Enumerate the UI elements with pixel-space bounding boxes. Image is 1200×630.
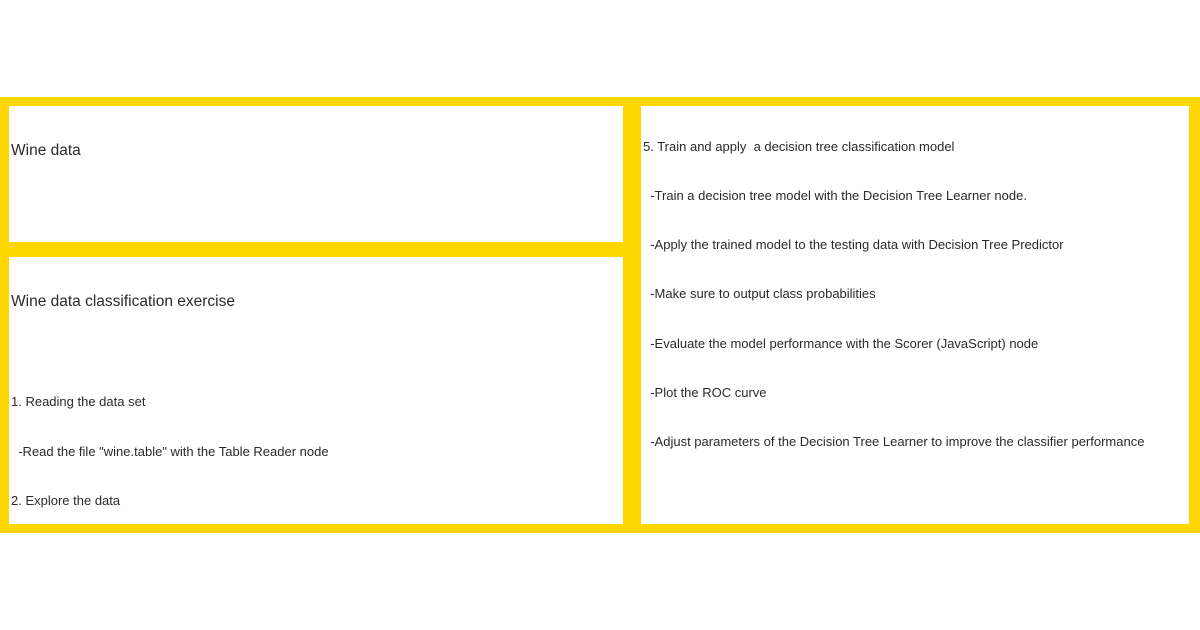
model-steps-text [643, 106, 1167, 533]
step5-line: -Apply the trained model to the testing data with Decision Tree Predictor [643, 237, 1064, 253]
step5-line: -Train a decision tree model with the Decision Tree Learner node. [643, 188, 1027, 204]
wine-data-annotation [0, 97, 632, 247]
exercise-line: -Read the file "wine.table" with the Table Reader node [11, 443, 329, 459]
wine-data-text [11, 109, 492, 247]
step6-line [643, 532, 1167, 533]
step5-line: -Evaluate the model performance with the Scorer (JavaScript) node [643, 335, 1039, 351]
exercise-title: Wine data classification exercise [11, 292, 235, 310]
model-steps-annotation [632, 97, 1200, 533]
exercise-line: 1. Reading the data set [11, 394, 146, 410]
exercise-text [11, 260, 583, 533]
classification-exercise-annotation [0, 247, 632, 533]
wine-data-title: Wine data [11, 141, 81, 159]
step5-line: -Adjust parameters of the Decision Tree Learner to improve the classifier performance [643, 434, 1145, 450]
step5-line: -Plot the ROC curve [643, 384, 767, 400]
exercise-line: 2. Explore the data [11, 492, 121, 508]
step5-line: 5. Train and apply a decision tree classification model [643, 138, 955, 154]
step5-line: -Make sure to output class probabilities [643, 286, 876, 302]
